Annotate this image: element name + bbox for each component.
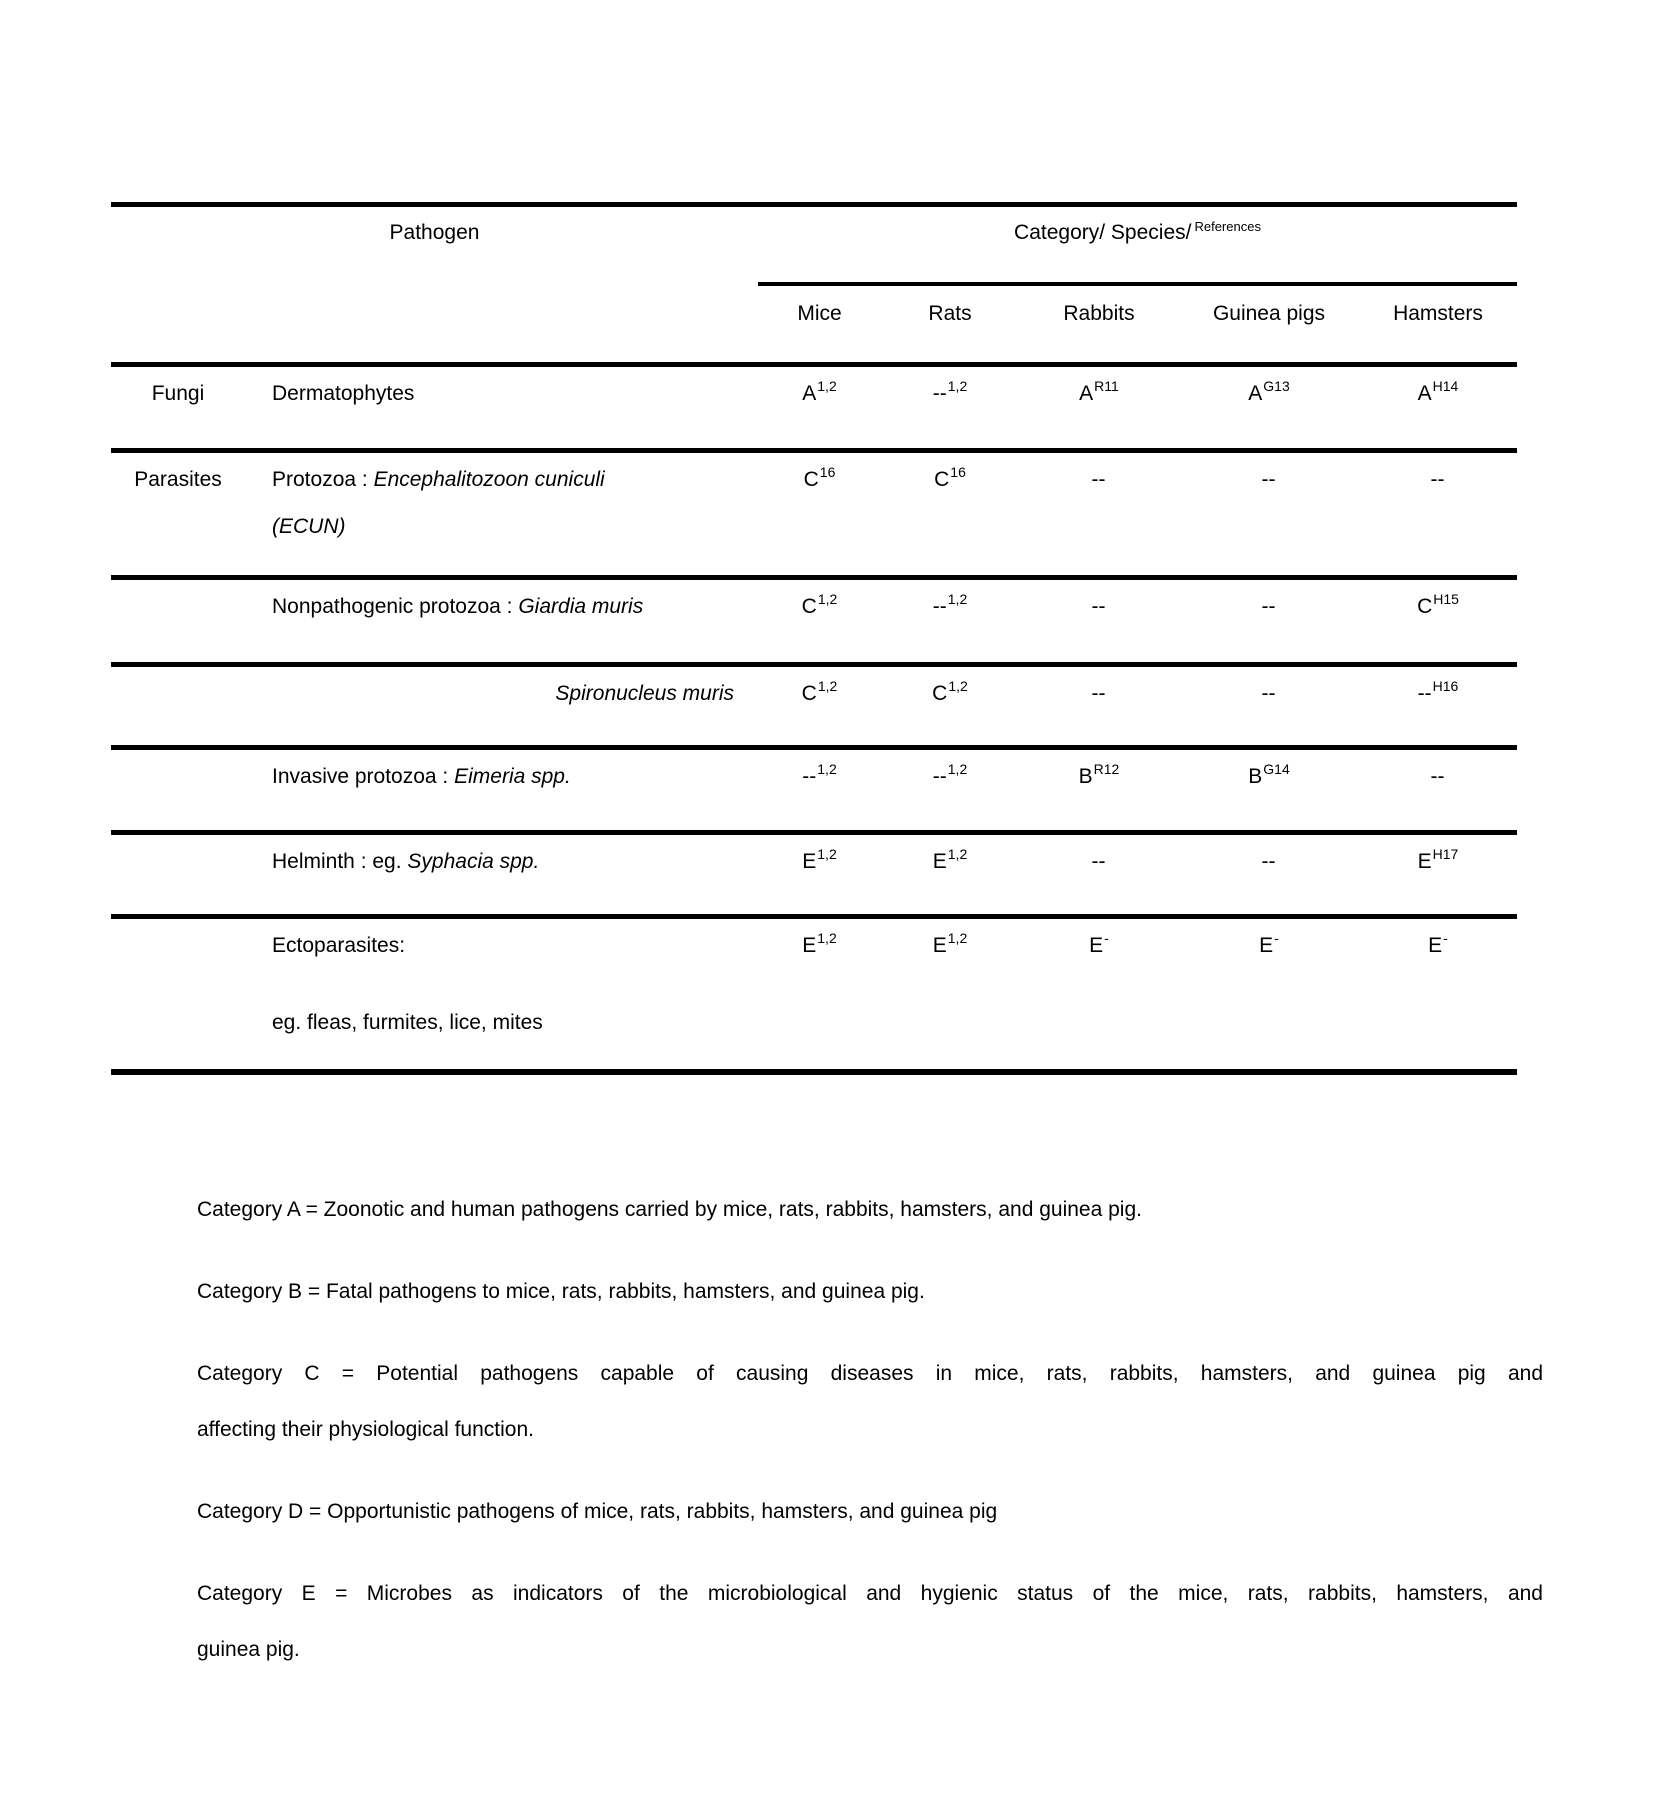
- cell-rabbits: --: [1091, 595, 1106, 618]
- cell-rabbits: --: [1091, 468, 1106, 491]
- table-row-eimeria: [111, 750, 1517, 835]
- category-b-note: Category B = Fatal pathogens to mice, rats, rabbits, hamsters, and guinea pig.: [197, 1280, 925, 1303]
- group-cell: Fungi: [151, 382, 205, 405]
- cell-rats: C$^{1,2}$: [932, 678, 968, 705]
- pathogen-name-cell: [245, 750, 758, 830]
- pathogen-name-cell: [245, 580, 758, 662]
- cell-rabbits: $B^{R12}$: [1078, 761, 1120, 788]
- cell-mice: $C^{16}$: [803, 464, 836, 491]
- group-cell: [111, 667, 245, 745]
- pathogen-name: Nonpathogenic protozoa :: [272, 595, 519, 618]
- pathogen-name-cell: [245, 453, 758, 575]
- table-row-ectoparasites: [111, 919, 1517, 1075]
- cell-guinea-pigs: --: [1261, 850, 1276, 873]
- cell-mice: --$^{1,2}$: [802, 761, 837, 788]
- pathogen-species-name: Encephalitozoon cuniculi: [373, 468, 605, 491]
- group-cell: [111, 919, 245, 1069]
- pathogen-table: [111, 202, 1517, 1075]
- group-cell: Parasites: [134, 468, 222, 491]
- pathogen-name-cell: [245, 667, 758, 745]
- column-header-hamsters: Hamsters: [1393, 302, 1483, 325]
- pathogen-species-name: Eimeria spp.: [454, 765, 571, 788]
- pathogen-name-cell: [245, 919, 758, 1069]
- pathogen-examples: eg. fleas, furmites, lice, mites: [272, 1011, 543, 1034]
- pathogen-name-cell: [245, 367, 758, 448]
- pathogen-name: Ectoparasites:: [272, 934, 406, 957]
- references-superscript: References: [1194, 219, 1261, 234]
- cell-rabbits: E-: [1089, 930, 1109, 957]
- category-a-note: Category A = Zoonotic and human pathogens carried by mice, rats, rabbits, hamsters, and guinea pig.: [197, 1198, 1142, 1221]
- column-header-rats: Rats: [928, 302, 972, 325]
- cell-guinea-pigs: $B^{G14}$: [1248, 761, 1290, 788]
- pathogen-name: Protozoa :: [272, 468, 374, 491]
- category-definitions: [197, 1182, 1543, 1678]
- category-c-note: Category C = Potential pathogens capable of causing diseases in mice, rats, rabbits, hamsters, and guinea pig and affecting their physiological function.: [197, 1362, 1543, 1441]
- pathogen-name: Invasive protozoa :: [272, 765, 455, 788]
- pathogen-name: Dermatophytes: [272, 382, 415, 405]
- cell-hamsters: $C^{H15}$: [1417, 591, 1459, 618]
- cell-mice: A$^{1,2}$: [802, 378, 837, 405]
- table-row-giardia: [111, 580, 1517, 667]
- table-row-syphacia: [111, 835, 1517, 919]
- column-header-mice: Mice: [797, 302, 842, 325]
- cell-mice: E$^{1,2}$: [802, 846, 837, 873]
- table-header-row-1: [111, 207, 1517, 286]
- group-cell: [111, 835, 245, 914]
- pathogen-header-cell: [111, 207, 758, 286]
- pathogen-name: Helminth : eg.: [272, 850, 408, 873]
- cell-rabbits: --: [1091, 850, 1106, 873]
- cell-guinea-pigs: --: [1261, 682, 1276, 705]
- pathogen-species-name: Giardia muris: [518, 595, 644, 618]
- column-header-guinea-pigs: Guinea pigs: [1212, 302, 1326, 325]
- cell-guinea-pigs: --: [1261, 468, 1276, 491]
- table-header-row-2: [111, 286, 1517, 367]
- cell-mice: E$^{1,2}$: [802, 930, 837, 957]
- cell-hamsters: --: [1430, 765, 1445, 788]
- group-cell: [111, 580, 245, 662]
- cell-rats: $C^{16}$: [934, 464, 966, 491]
- category-d-note: Category D = Opportunistic pathogens of mice, rats, rabbits, hamsters, and guinea pig: [197, 1500, 998, 1523]
- cell-guinea-pigs: $A^{G13}$: [1248, 378, 1290, 405]
- column-header-rabbits: Rabbits: [1063, 302, 1135, 325]
- pathogen-name-cell: [245, 835, 758, 914]
- cell-rabbits: $A^{R11}$: [1079, 378, 1119, 405]
- pathogen-species-name: Syphacia spp.: [407, 850, 540, 873]
- cell-guinea-pigs: --: [1261, 595, 1276, 618]
- pathogen-species-name: Spironucleus muris: [555, 682, 734, 705]
- cell-mice: C$^{1,2}$: [801, 678, 838, 705]
- table-row-encephalitozoon: [111, 453, 1517, 580]
- cell-rats: --$^{1,2}$: [932, 761, 968, 788]
- category-e-note: Category E = Microbes as indicators of the microbiological and hygienic status of the mice, rats, rabbits, hamsters, and guinea pig.: [197, 1582, 1543, 1661]
- cell-mice: C$^{1,2}$: [801, 591, 838, 618]
- table-row-spironucleus: [111, 667, 1517, 750]
- group-cell: [111, 750, 245, 830]
- cell-hamsters: --$^{H16}$: [1417, 678, 1459, 705]
- cell-rats: E$^{1,2}$: [932, 930, 968, 957]
- cell-rats: --$^{1,2}$: [932, 378, 968, 405]
- cell-hamsters: --: [1430, 468, 1445, 491]
- cell-rats: --$^{1,2}$: [932, 591, 968, 618]
- category-species-header-label: Category/ Species/: [1014, 221, 1192, 244]
- cell-guinea-pigs: E-: [1259, 930, 1279, 957]
- header-spacer: [111, 286, 758, 362]
- cell-hamsters: $A^{H14}$: [1417, 378, 1459, 405]
- cell-hamsters: E-: [1428, 930, 1448, 957]
- table-row-dermatophytes: [111, 367, 1517, 453]
- category-species-header-cell: [758, 207, 1517, 286]
- cell-rats: E$^{1,2}$: [932, 846, 968, 873]
- cell-rabbits: --: [1091, 682, 1106, 705]
- cell-hamsters: $E^{H17}$: [1417, 846, 1459, 873]
- pathogen-abbreviation: (ECUN): [272, 515, 346, 538]
- pathogen-header-label: Pathogen: [389, 221, 480, 244]
